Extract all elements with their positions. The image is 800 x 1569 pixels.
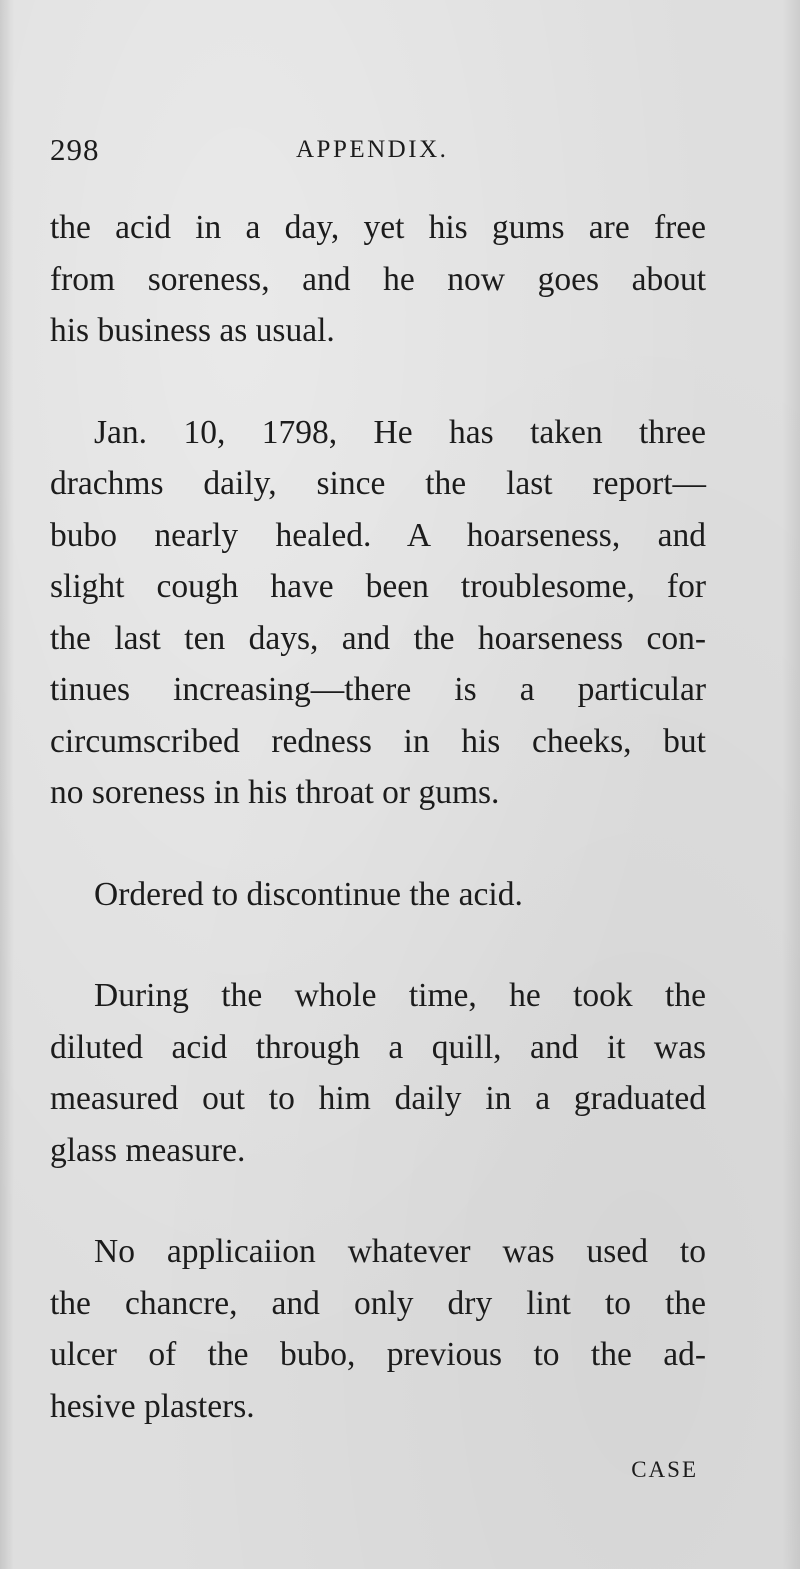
page-number: 298 — [50, 132, 100, 167]
text-line: measured out to him daily in a graduated — [50, 1080, 706, 1117]
text-line: the acid in a day, yet his gums are free — [50, 209, 706, 246]
text-line: the last ten days, and the hoarseness con- — [50, 619, 706, 657]
text-line: During the whole time, he took the — [94, 977, 706, 1014]
text-line: circumscribed redness in his cheeks, but — [50, 722, 706, 760]
text-line: his business as usual. — [50, 312, 335, 349]
text-line: tinues increasing—there is a particular — [50, 671, 706, 708]
paragraph-2 — [50, 407, 706, 819]
text-line: the chancre, and only dry lint to the — [50, 1284, 706, 1322]
running-head: APPENDIX. — [296, 136, 449, 163]
text-line: hesive plasters. — [50, 1387, 255, 1425]
paragraph-3 — [50, 869, 706, 921]
page-edge-shadow-right — [782, 0, 800, 1569]
text-line: Ordered to discontinue the acid. — [94, 875, 523, 913]
paragraph-1 — [50, 202, 706, 357]
text-line: no soreness in his throat or gums. — [50, 774, 500, 811]
page-body — [50, 202, 706, 1432]
paragraph-4 — [50, 970, 706, 1176]
text-line: drachms daily, since the last report— — [50, 465, 706, 502]
page-header — [50, 132, 705, 172]
text-line: No applicaiion whatever was used to — [94, 1233, 706, 1270]
page-edge-shadow-left — [0, 0, 14, 1569]
text-line: diluted acid through a quill, and it was — [50, 1028, 706, 1066]
text-line: slight cough have been troublesome, for — [50, 568, 706, 605]
text-line: bubo nearly healed. A hoarseness, and — [50, 516, 706, 554]
text-line: ulcer of the bubo, previous to the ad- — [50, 1336, 706, 1373]
text-line: Jan. 10, 1798, He has taken three — [94, 413, 706, 451]
text-line: glass measure. — [50, 1131, 246, 1169]
catchword: CASE — [631, 1457, 698, 1482]
paragraph-5 — [50, 1226, 706, 1432]
text-line: from soreness, and he now goes about — [50, 260, 706, 298]
